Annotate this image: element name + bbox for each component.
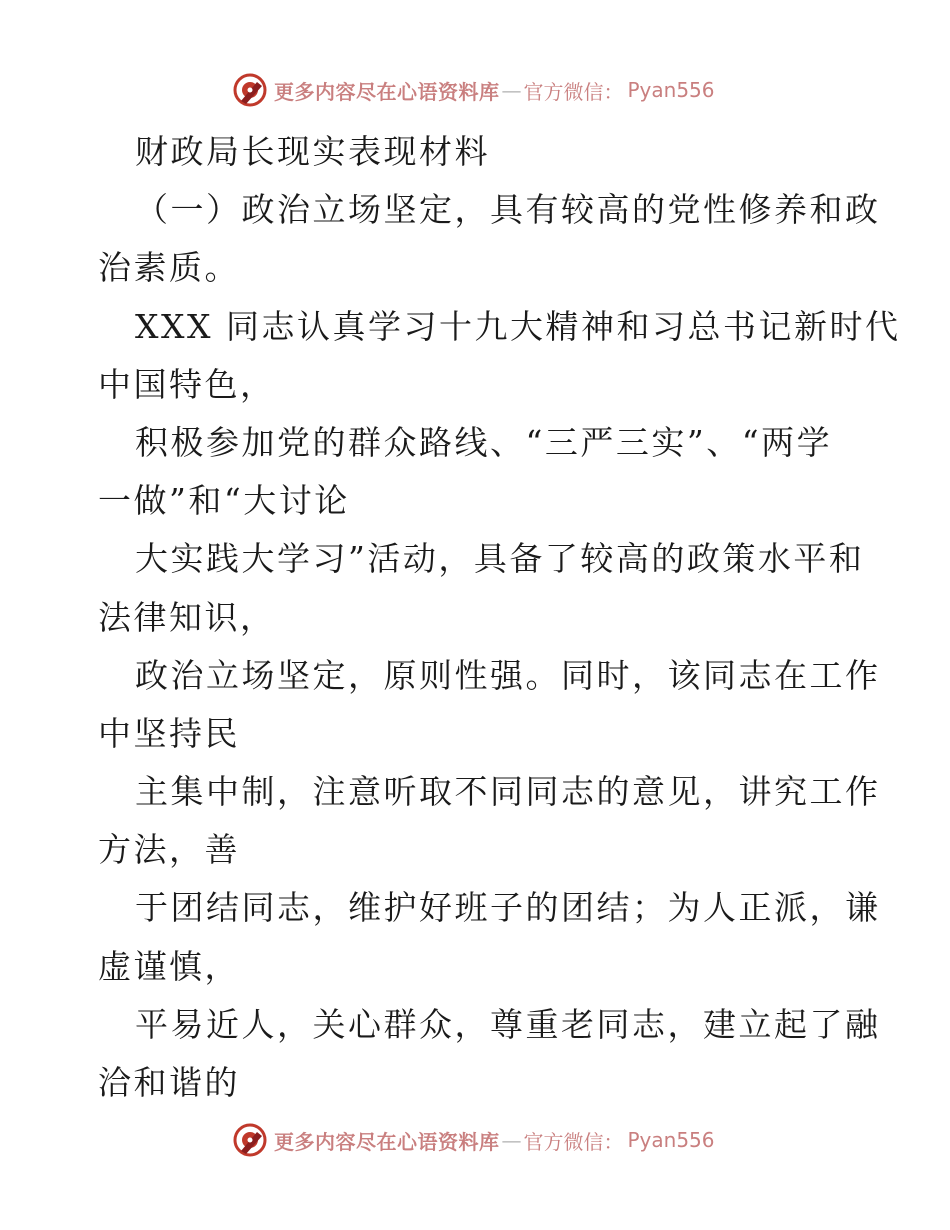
- text-line: 政治立场坚定，原则性强。同时，该同志在工作: [135, 655, 881, 695]
- text-line: 一做”和“大讨论: [98, 481, 350, 521]
- text-line: 于团结同志，维护好班子的团结；为人正派，谦: [135, 888, 881, 928]
- banner-main-text: 更多内容尽在心语资料库: [274, 79, 500, 104]
- text-line: 中国特色，: [98, 364, 276, 404]
- banner-dash: —: [501, 1128, 522, 1152]
- text-line: 治素质。: [98, 248, 240, 288]
- section-heading: （一）政治立场坚定，具有较高的党性修养和政: [135, 190, 881, 230]
- banner-wechat-id: Pyan556: [627, 1128, 715, 1152]
- banner-main-text: 更多内容尽在心语资料库: [274, 1129, 500, 1154]
- document-title: 财政局长现实表现材料: [135, 132, 490, 171]
- text-line: XXX 同志认真学习十九大精神和习总书记新时代: [135, 306, 901, 346]
- banner-label: 官方微信：: [523, 79, 624, 104]
- banner-label: 官方微信：: [523, 1129, 624, 1154]
- text-line: 大实践大学习”活动，具备了较高的政策水平和: [135, 539, 865, 579]
- pen-nib-logo-icon: [232, 72, 268, 108]
- header-banner: [232, 70, 715, 110]
- pen-nib-logo-icon: [232, 1122, 268, 1158]
- text-line: 主集中制，注意听取不同同志的意见，讲究工作: [135, 772, 881, 812]
- banner-dash: —: [501, 78, 522, 102]
- text-line: 法律知识，: [98, 597, 276, 637]
- banner-wechat-id: Pyan556: [627, 78, 715, 102]
- text-line: 虚谨慎，: [98, 946, 240, 986]
- text-line: 中坚持民: [98, 713, 240, 753]
- footer-banner: [232, 1120, 715, 1160]
- text-line: 方法，善: [98, 830, 240, 870]
- text-line: 积极参加党的群众路线、“三严三实”、“两学: [135, 422, 833, 462]
- text-line: 平易近人，关心群众，尊重老同志，建立起了融: [135, 1004, 881, 1044]
- text-line: 洽和谐的: [98, 1063, 240, 1102]
- document-body: [98, 123, 901, 1112]
